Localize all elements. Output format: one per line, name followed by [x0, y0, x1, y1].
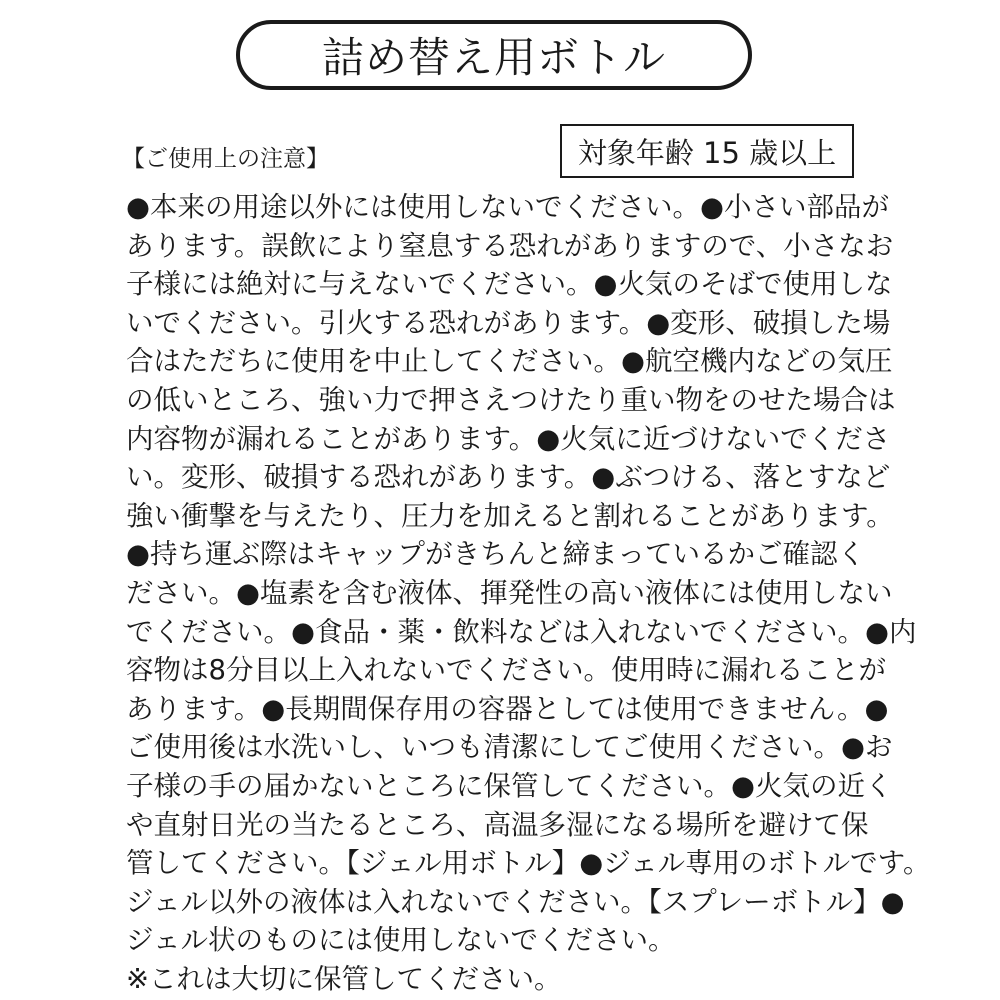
text-line: の低いところ、強い力で押さえつけたり重い物をのせた場合は — [126, 383, 896, 416]
text-line: 子様には絶対に与えないでください。●火気のそばで使用しな — [126, 268, 893, 301]
text-line: 管してください。【ジェル用ボトル】●ジェル専用のボトルです。 — [126, 847, 931, 880]
product-title: 詰め替え用ボトル — [236, 20, 752, 90]
storage-note: ※これは大切に保管してください。 — [126, 962, 562, 995]
text-line: 容物は8分目以上入れないでください。使用時に漏れることが — [126, 654, 886, 687]
text-line: いでください。引火する恐れがあります。●変形、破損した場 — [126, 306, 891, 339]
text-line: ださい。●塩素を含む液体、揮発性の高い液体には使用しない — [126, 576, 893, 609]
text-line: ジェル以外の液体は入れないでください。【スプレーボトル】● — [126, 885, 905, 918]
text-line: ●持ち運ぶ際はキャップがきちんと締まっているかご確認く — [126, 538, 865, 571]
text-line: でください。●食品・薬・飲料などは入れないでください。●内 — [126, 615, 917, 648]
text-line: ジェル状のものには使用しないでください。 — [126, 924, 676, 957]
text-line: い。変形、破損する恐れがあります。●ぶつける、落とすなど — [126, 461, 891, 494]
text-line: 強い衝撃を与えたり、圧力を加えると割れることがあります。 — [126, 499, 894, 532]
text-line: 合はただちに使用を中止してください。●航空機内などの気圧 — [126, 345, 893, 378]
text-line: あります。●長期間保存用の容器としては使用できません。● — [126, 692, 889, 725]
text-line: ご使用後は水洗いし、いつも清潔にしてご使用ください。●お — [126, 731, 893, 764]
age-restriction-box: 対象年齢 15 歳以上 — [560, 124, 854, 178]
usage-precautions-heading: 【ご使用上の注意】 — [122, 146, 329, 172]
text-line: や直射日光の当たるところ、高温多湿になる場所を避けて保 — [126, 808, 869, 841]
text-line: あります。誤飲により窒息する恐れがありますので、小さなお — [126, 229, 894, 262]
precautions-text — [126, 188, 931, 998]
text-line: ●本来の用途以外には使用しないでください。●小さい部品が — [126, 191, 889, 223]
text-line: 子様の手の届かないところに保管してください。●火気の近く — [126, 769, 893, 802]
text-line: 内容物が漏れることがあります。●火気に近づけないでくださ — [126, 422, 891, 455]
